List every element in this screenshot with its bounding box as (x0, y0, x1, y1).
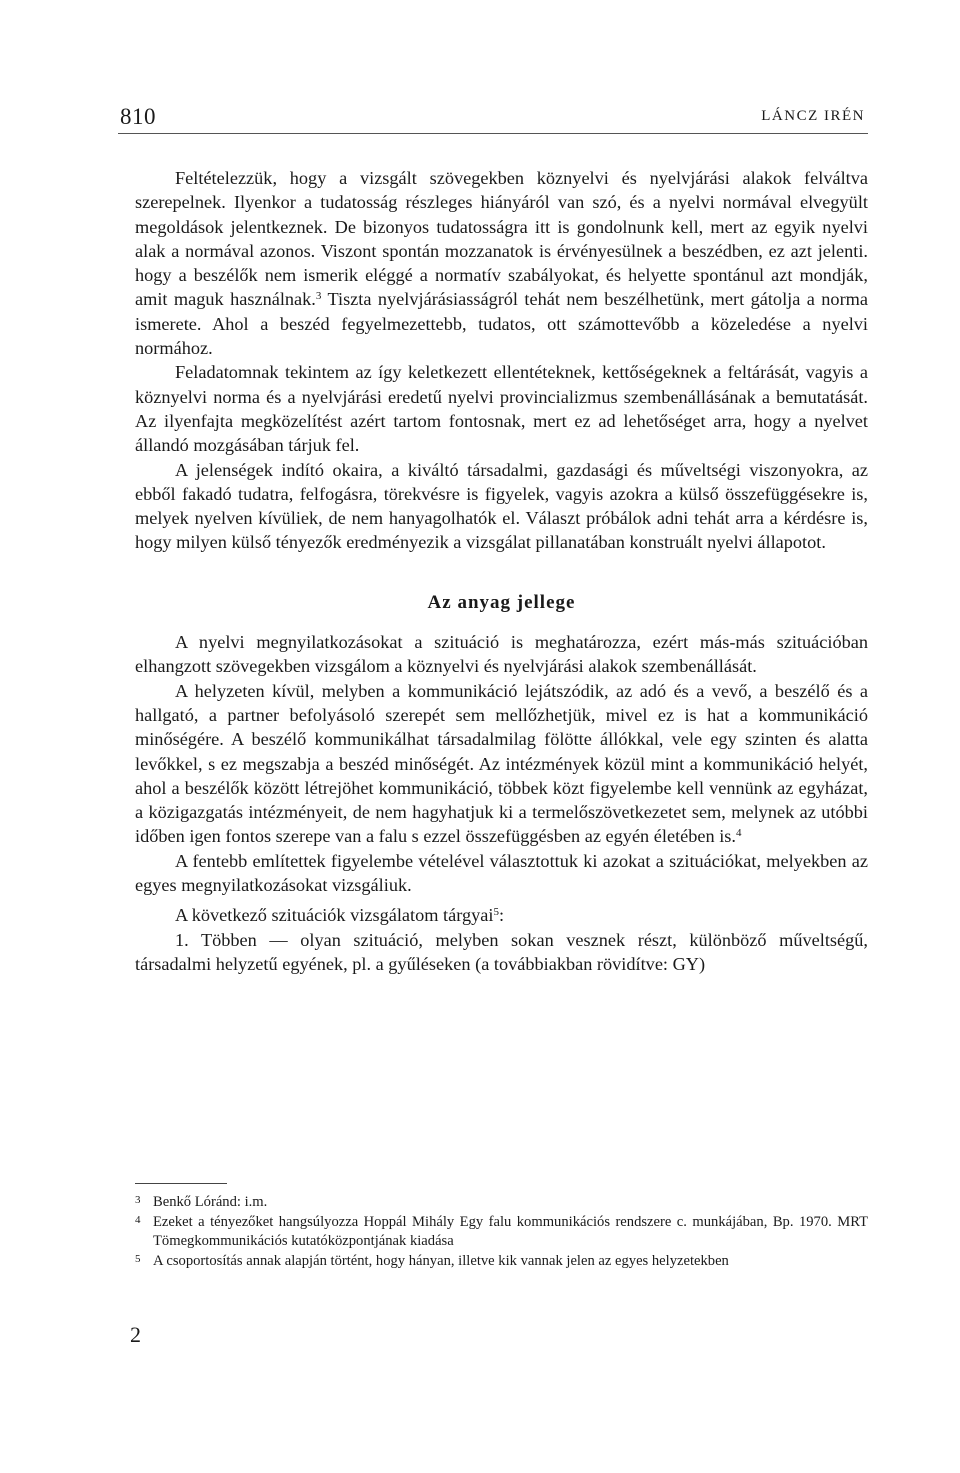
footnote (135, 1193, 868, 1213)
section-paragraph-2: A helyzeten kívül, melyben a kommunikáció lejátszódik, az adó és a vevő, a beszélő és a hallgató, a partner befolyásoló szerepét sem mellőzhetjük, mivel ez is hat a kommunikáció minőségére. A beszélő kommunikálhat társadalmilag fölötte állókkal, vele egy szinten és alatta levőkkel, s ez megszabja a beszéd minőségét. Az intézmények közül mint a kommunikáció helyét, ahol a beszélők között létrejöhet kommunikáció, többek közt figyelembe kell vennünk az egyházat, a közigazgatás intézményeit, de nem hagyhatjuk ki a termelőszövetkezetet sem, melynek az utóbbi időben igen fontos szerepe van a falu s ezzel összefüggésben az egyén életében is.$^4$ (135, 680, 868, 847)
header-rule (118, 133, 868, 134)
footnotes (135, 1193, 868, 1271)
body-text (135, 166, 868, 976)
running-head-author: LÁNCZ IRÉN (761, 108, 865, 124)
paragraph-3: A jelenségek indító okaira, a kiváltó társadalmi, gazdasági és műveltségi viszonyokra, az ebből fakadó tudatra, felfogásra, törekvésre is figyelek, vagyis azokra a külső összefüggésekre is, melyek nyelven kívüliek, de nem hanyagolhatók el. Választ próbálok adni tehát arra a kérdésre is, hogy milyen külső tényezők eredményezik a vizsgálat pillanatában konstruált nyelvi állapotot. (135, 459, 868, 553)
paragraph-1: Feltételezzük, hogy a vizsgált szövegekben köznyelvi és nyelvjárási alakok felváltva szerepelnek. Ilyenkor a tudatosság részleges hiányáról van szó, és a nyelvi normával elvegyült megoldások jelentkeznek. De bizonyos tudatosságra itt is gondolnunk kell, mert az egyik nyelvi alak a normával azonos. Viszont spontán mozzanatok is érvényesülnek a beszédben, ez azt jelenti. hogy a beszélők nem ismerik eléggé a normatív szabályokat, és helyette spontánul azt mondják, amit maguk használnak.$^3$ Tiszta nyelvjárásiasságról tehát nem beszélhetünk, mert gátolja a norma ismerete. Ahol a beszéd fegyelmezettebb, tudatos, ott számottevőbb a közeledése a nyelvi normához. (135, 168, 868, 359)
footnote-text: Ezeket a tényezőket hangsúlyozza Hoppál Mihály Egy falu kommunikációs rendszere c. munkájában, Bp. 1970. MRT Tömegkommunikációs kutatóközpontjának kiadása (153, 1213, 868, 1249)
paragraph-2: Feladatomnak tekintem az így keletkezett ellentéteknek, kettőségeknek a feltárását, vagyis a köznyelvi norma és a nyelvjárási eredetű nyelvi provincializmus szembenállásának a bemutatását. Az ilyenfajta megközelítést azért tartom fontosnak, mert ez ad lehetőséget arra, hogy a nyelvet állandó mozgásában tárjuk fel. (135, 362, 868, 456)
footnote-text: A csoportosítás annak alapján történt, hogy hányan, illetve kik vannak jelen az egyes helyzetekben (153, 1252, 729, 1269)
section-paragraph-4: A következő szituációk vizsgálatom tárgyai$^5$: (175, 905, 505, 926)
page-number: 810 (120, 104, 156, 129)
footnote-marker: 3 (135, 1194, 141, 1206)
footnote-ref-4: 4 (736, 827, 742, 840)
footnote-ref-3: 3 (315, 290, 322, 303)
footnote-text: Benkő Lóránd: i.m. (153, 1194, 268, 1210)
section-paragraph-3: A fentebb említettek figyelembe vételével választottuk ki azokat a szituációkat, melyekben az egyes megnyilatkozásokat vizsgáliuk. (135, 850, 868, 896)
section-heading: Az anyag jellege (427, 591, 576, 613)
footnote-marker: 4 (135, 1213, 141, 1226)
footnote-ref-5: 5 (493, 906, 499, 919)
footnote-rule (135, 1183, 227, 1184)
footnote-marker: 5 (135, 1252, 141, 1265)
footnote (135, 1252, 868, 1272)
section-paragraph-1: A nyelvi megnyilatkozásokat a szituáció is meghatározza, ezért más-más szituációban elhangzott szövegekben vizsgálom a köznyelvi és nyelvjárási alakok szembenállását. (135, 632, 868, 677)
footnote (135, 1213, 868, 1252)
list-item-1: 1. Többen — olyan szituáció, melyben sokan vesznek részt, különböző műveltségű, társadalmi helyzetű egyének, pl. a gyűléseken (a továbbiakban rövidítve: GY) (135, 929, 868, 974)
signature-mark: 2 (130, 1322, 141, 1347)
